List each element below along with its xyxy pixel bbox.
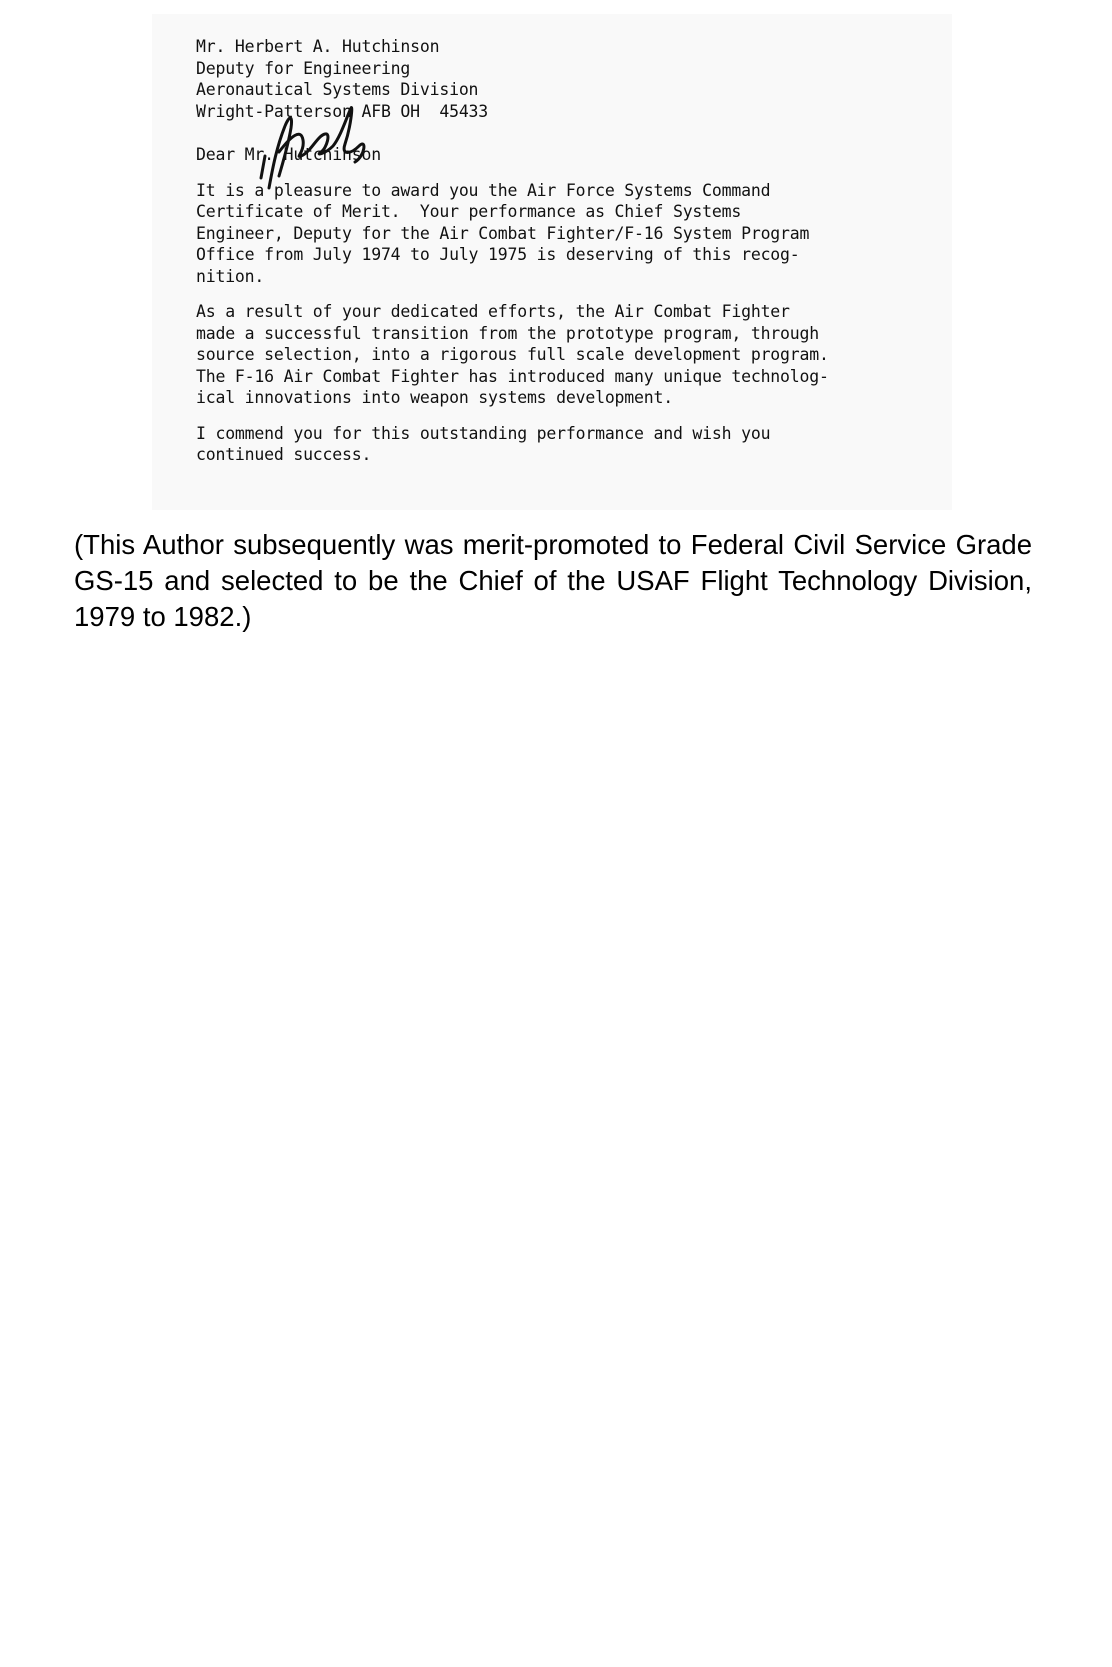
handwritten-signature <box>255 96 385 196</box>
paragraph-3 <box>196 423 916 466</box>
address-line: Deputy for Engineering <box>196 58 411 78</box>
address-line: Wright-Patterson AFB OH 45433 <box>196 101 489 121</box>
paragraph-line: nition. <box>196 266 265 286</box>
caption-paragraph: (This Author subsequently was merit-promoted to Federal Civil Service Grade GS-15 and selected to be the Chief of the USAF Flight Technology Division, 1979 to 1982.) <box>74 529 1032 632</box>
paragraph-line: Office from July 1974 to July 1975 is deserving of this recog- <box>196 245 800 264</box>
paragraph-line: made a successful transition from the prototype program, through <box>196 323 819 343</box>
paragraph-line: As a result of your dedicated efforts, the Air Combat Fighter <box>196 302 790 321</box>
paragraph-2 <box>196 301 916 409</box>
address-line: Mr. Herbert A. Hutchinson <box>196 37 440 56</box>
paragraph-line: ical innovations into weapon systems development. <box>196 388 673 407</box>
paragraph-line: Engineer, Deputy for the Air Combat Fighter/F-16 System Program <box>196 223 810 243</box>
paragraph-line: source selection, into a rigorous full scale development program. <box>196 345 829 364</box>
salutation: Dear Mr. Hutchinson <box>196 145 381 164</box>
address-line: Aeronautical Systems Division <box>196 80 479 99</box>
paragraph-line: The F-16 Air Combat Fighter has introduced many unique technolog- <box>196 366 829 386</box>
paragraph-line: continued success. <box>196 445 372 464</box>
paragraph-line: Certificate of Merit. Your performance as Chief Systems <box>196 202 742 221</box>
paragraph-line: It is a pleasure to award you the Air Force Systems Command <box>196 180 771 200</box>
paragraph-line: I commend you for this outstanding performance and wish you <box>196 423 771 443</box>
